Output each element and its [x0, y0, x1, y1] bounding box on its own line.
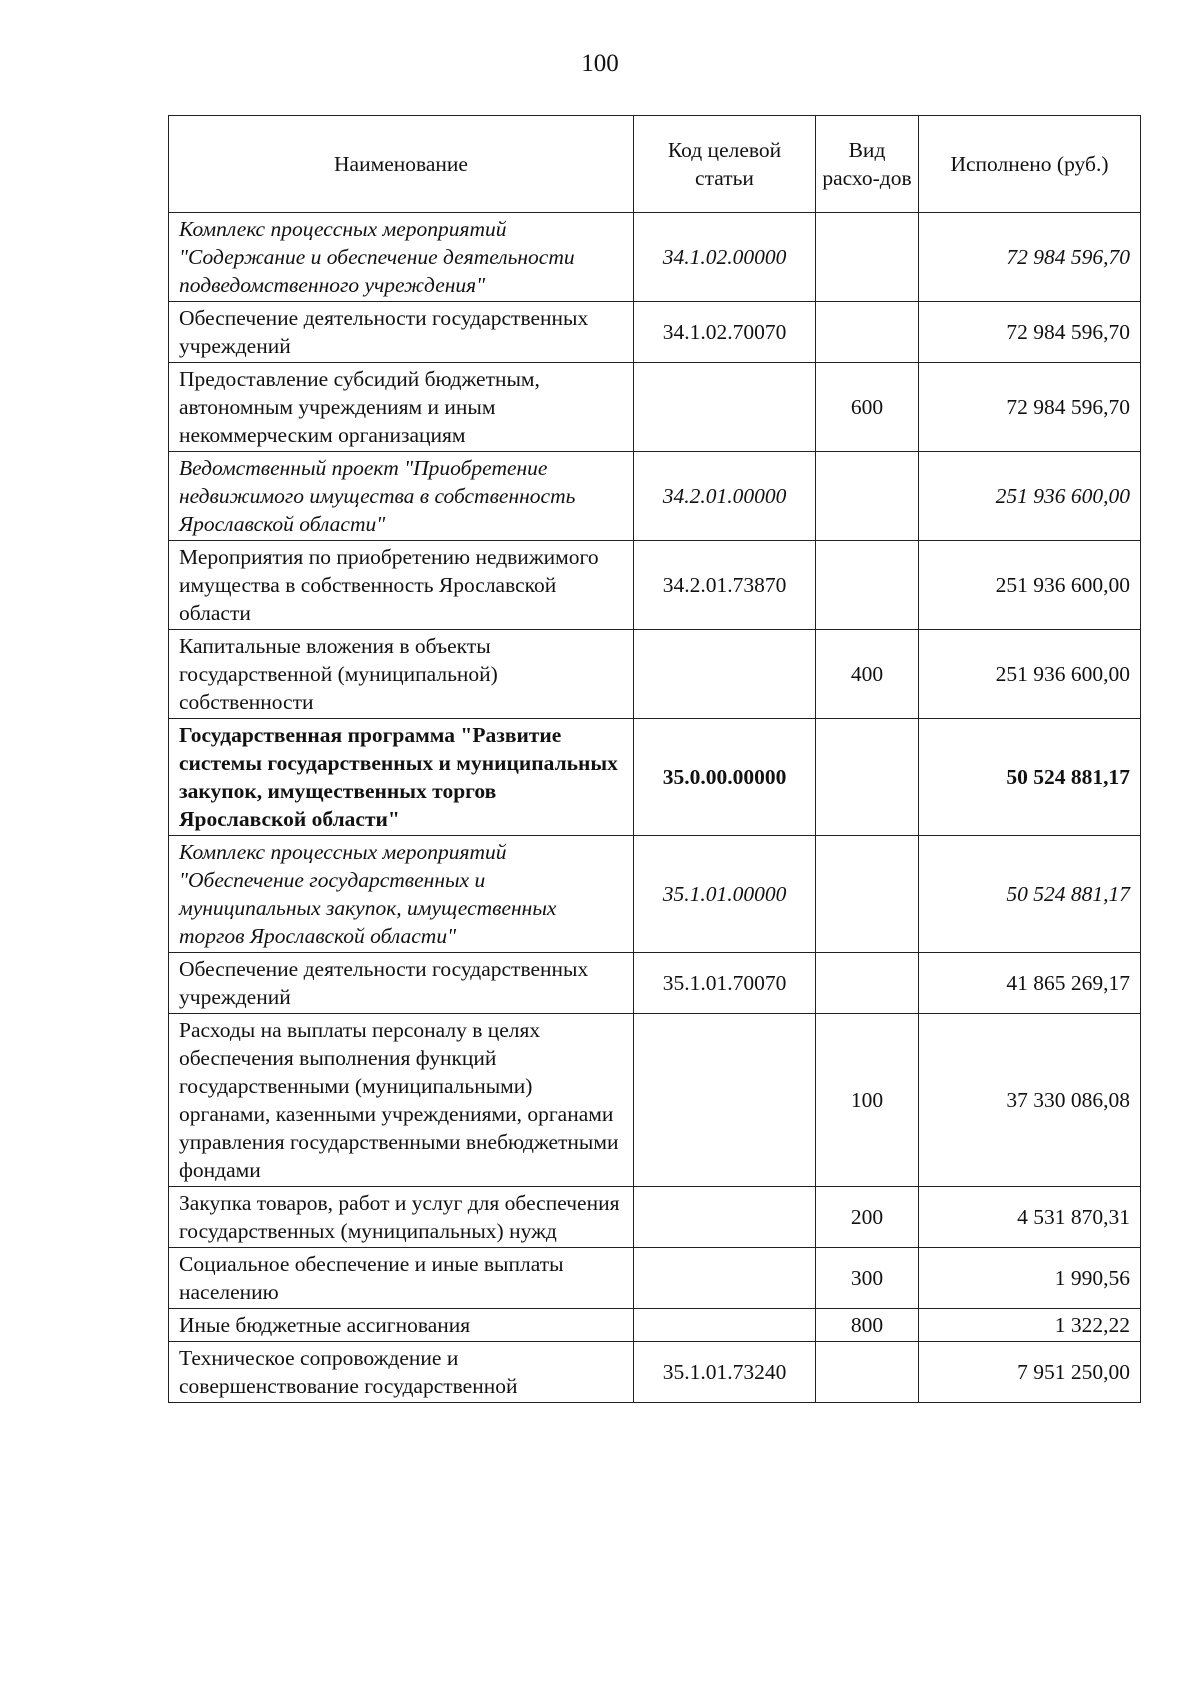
row-amount-cell: 1 322,22 — [919, 1309, 1141, 1342]
row-amount-cell: 251 936 600,00 — [919, 452, 1141, 541]
table-header-row — [169, 116, 1141, 213]
row-name-cell: Социальное обеспечение и иные выплаты населению — [169, 1248, 634, 1309]
table-row — [169, 452, 1141, 541]
row-name-cell: Расходы на выплаты персоналу в целях обеспечения выполнения функций государственными (муниципальными) органами, казенными учреждениями, органами управления государственными внебюджетными фондами — [169, 1014, 634, 1187]
row-name-cell: Капитальные вложения в объекты государственной (муниципальной) собственности — [169, 630, 634, 719]
row-kind-cell: 600 — [816, 363, 919, 452]
row-name-cell: Государственная программа "Развитие системы государственных и муниципальных закупок, имущественных торгов Ярославской области" — [169, 719, 634, 836]
row-kind-cell: 800 — [816, 1309, 919, 1342]
row-kind-cell — [816, 452, 919, 541]
table-row — [169, 1342, 1141, 1403]
row-amount-cell: 72 984 596,70 — [919, 302, 1141, 363]
row-code-cell: 34.1.02.70070 — [634, 302, 816, 363]
table-row — [169, 836, 1141, 953]
budget-table — [168, 115, 1141, 1403]
row-name-cell: Обеспечение деятельности государственных учреждений — [169, 302, 634, 363]
row-amount-cell: 37 330 086,08 — [919, 1014, 1141, 1187]
row-kind-cell — [816, 541, 919, 630]
row-code-cell — [634, 1014, 816, 1187]
row-kind-cell — [816, 302, 919, 363]
table-row — [169, 719, 1141, 836]
row-kind-cell — [816, 213, 919, 302]
row-code-cell: 34.1.02.00000 — [634, 213, 816, 302]
row-kind-cell: 100 — [816, 1014, 919, 1187]
row-name-cell: Обеспечение деятельности государственных учреждений — [169, 953, 634, 1014]
table-row — [169, 953, 1141, 1014]
header-code: Код целевой статьи — [634, 116, 816, 213]
row-code-cell: 34.2.01.00000 — [634, 452, 816, 541]
row-name-cell: Комплекс процессных мероприятий "Содержание и обеспечение деятельности подведомственного учреждения" — [169, 213, 634, 302]
header-kind: Вид расхо-дов — [816, 116, 919, 213]
row-name-cell: Ведомственный проект "Приобретение недвижимого имущества в собственность Ярославской области" — [169, 452, 634, 541]
row-amount-cell: 50 524 881,17 — [919, 836, 1141, 953]
table-row — [169, 541, 1141, 630]
table-row — [169, 363, 1141, 452]
row-name-cell: Предоставление субсидий бюджетным, автономным учреждениям и иным некоммерческим организациям — [169, 363, 634, 452]
table-body — [169, 213, 1141, 1403]
row-code-cell: 35.1.01.73240 — [634, 1342, 816, 1403]
row-amount-cell: 50 524 881,17 — [919, 719, 1141, 836]
page-number: 100 — [581, 50, 619, 77]
row-name-cell: Комплекс процессных мероприятий "Обеспечение государственных и муниципальных закупок, имущественных торгов Ярославской области" — [169, 836, 634, 953]
row-code-cell — [634, 1309, 816, 1342]
row-kind-cell: 300 — [816, 1248, 919, 1309]
row-amount-cell: 4 531 870,31 — [919, 1187, 1141, 1248]
table-row — [169, 1187, 1141, 1248]
row-code-cell: 35.1.01.00000 — [634, 836, 816, 953]
row-kind-cell — [816, 719, 919, 836]
row-code-cell: 35.0.00.00000 — [634, 719, 816, 836]
table-row — [169, 630, 1141, 719]
table-row — [169, 1014, 1141, 1187]
row-amount-cell: 41 865 269,17 — [919, 953, 1141, 1014]
row-code-cell — [634, 363, 816, 452]
header-name: Наименование — [169, 116, 634, 213]
row-code-cell: 35.1.01.70070 — [634, 953, 816, 1014]
row-amount-cell: 251 936 600,00 — [919, 541, 1141, 630]
row-amount-cell: 1 990,56 — [919, 1248, 1141, 1309]
header-amount: Исполнено (руб.) — [919, 116, 1141, 213]
row-kind-cell: 400 — [816, 630, 919, 719]
row-name-cell: Техническое сопровождение и совершенствование государственной — [169, 1342, 634, 1403]
row-kind-cell — [816, 836, 919, 953]
row-amount-cell: 72 984 596,70 — [919, 363, 1141, 452]
table-row — [169, 1309, 1141, 1342]
row-code-cell — [634, 630, 816, 719]
row-amount-cell: 251 936 600,00 — [919, 630, 1141, 719]
row-name-cell: Мероприятия по приобретению недвижимого имущества в собственность Ярославской области — [169, 541, 634, 630]
row-amount-cell: 7 951 250,00 — [919, 1342, 1141, 1403]
row-amount-cell: 72 984 596,70 — [919, 213, 1141, 302]
table-row — [169, 213, 1141, 302]
row-name-cell: Иные бюджетные ассигнования — [169, 1309, 634, 1342]
table-row — [169, 302, 1141, 363]
row-code-cell: 34.2.01.73870 — [634, 541, 816, 630]
row-name-cell: Закупка товаров, работ и услуг для обеспечения государственных (муниципальных) нужд — [169, 1187, 634, 1248]
row-kind-cell — [816, 953, 919, 1014]
row-code-cell — [634, 1248, 816, 1309]
row-kind-cell: 200 — [816, 1187, 919, 1248]
row-kind-cell — [816, 1342, 919, 1403]
row-code-cell — [634, 1187, 816, 1248]
table-row — [169, 1248, 1141, 1309]
